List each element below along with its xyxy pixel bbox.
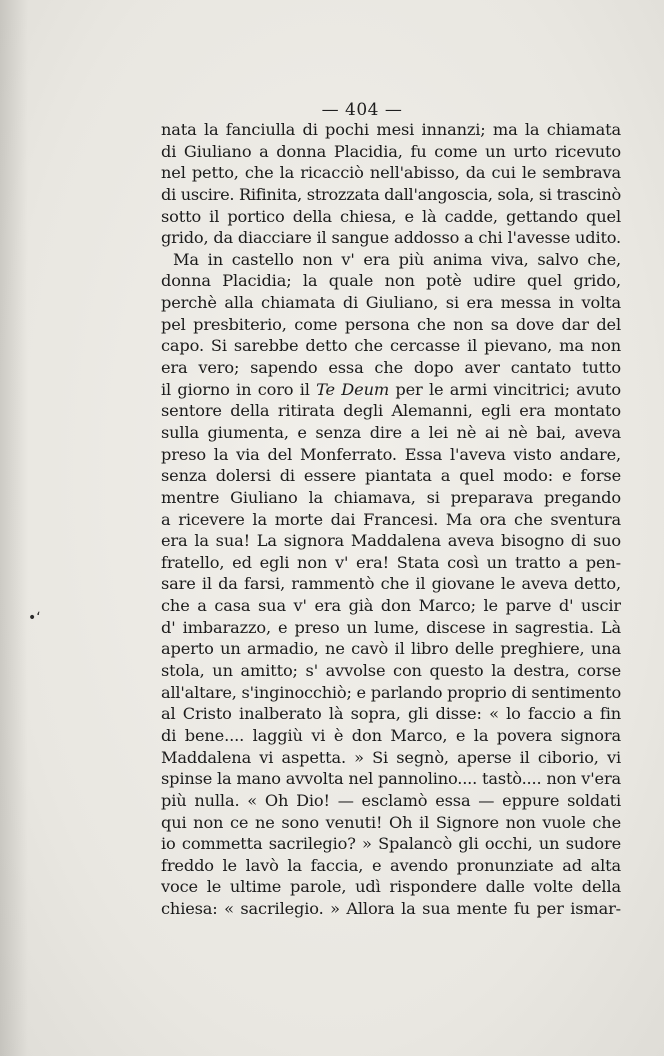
gutter-shadow — [0, 0, 28, 1056]
page-number: — 404 — — [321, 100, 403, 120]
text-line: di Giuliano a donna Placidia, fu come un urto ricevuto — [161, 141, 621, 161]
text-line: perchè alla chiamata di Giuliano, si era messa in volta — [161, 293, 621, 313]
text-line: chiesa: « sacrilegio. » Allora la sua mente fu per ismar- — [161, 899, 621, 919]
text-line: qui non ce ne sono venuti! Oh il Signore non vuole che — [161, 812, 621, 832]
text-line: d' imbarazzo, e preso un lume, discese in sagrestia. Là — [161, 617, 621, 637]
text-line: al Cristo inalberato là sopra, gli disse: « lo faccio a fin — [161, 704, 621, 724]
text-line: all'altare, s'inginocchiò; e parlando proprio di sentimento — [161, 682, 621, 702]
text-line: donna Placidia; la quale non potè udire quel grido, — [161, 271, 621, 291]
text-line: io commetta sacrilegio? » Spalancò gli occhi, un sudore — [161, 834, 621, 854]
text-line: spinse la mano avvolta nel pannolino.... tastò.... non v'era — [161, 769, 621, 789]
text-line: era la sua! La signora Maddalena aveva bisogno di suo — [161, 531, 621, 551]
text-line: fratello, ed egli non v' era! Stata così un tratto a pen- — [161, 552, 621, 572]
text-line: freddo le lavò la faccia, e avendo pronunziate ad alta — [161, 855, 621, 875]
text-line: Maddalena vi aspetta. » Si segnò, aperse il ciborio, vi — [161, 747, 621, 767]
text-line: grido, da diacciare il sangue addosso a chi l'avesse udito. — [161, 228, 621, 248]
text-line: di uscire. Rifinita, strozzata dall'angoscia, sola, si trascinò — [161, 184, 621, 204]
text-line: sentore della ritirata degli Alemanni, egli era montato — [161, 401, 621, 421]
text-line: di bene.... laggiù vi è don Marco, e la povera signora — [161, 725, 621, 745]
text-line: più nulla. « Oh Dio! — esclamò essa — eppure soldati — [161, 790, 621, 810]
text-line: senza dolersi di essere piantata a quel modo: e forse — [161, 466, 621, 486]
text-line: stola, un amitto; s' avvolse con questo la destra, corse — [161, 661, 621, 681]
ink-specks: •ʻ — [28, 610, 41, 626]
text-line: voce le ultime parole, udì rispondere dalle volte della — [161, 877, 621, 897]
text-line: a ricevere la morte dai Francesi. Ma ora che sventura — [161, 509, 621, 529]
italic-title: Te Deum — [316, 379, 390, 399]
text-line: pel presbiterio, come persona che non sa dove dar del — [161, 314, 621, 334]
text-line: il giorno in coro il Te Deum per le armi vincitrici; avuto — [161, 379, 621, 399]
text-line: mentre Giuliano la chiamava, si preparava pregando — [161, 487, 621, 507]
text-line: nel petto, che la ricacciò nell'abisso, da cui le sembrava — [161, 163, 621, 183]
text-line: sare il da farsi, rammentò che il giovane le aveva detto, — [161, 574, 621, 594]
text-line: sulla giumenta, e senza dire a lei nè ai nè bai, aveva — [161, 422, 621, 442]
text-line: che a casa sua v' era già don Marco; le parve d' uscir — [161, 596, 621, 616]
text-line: capo. Si sarebbe detto che cercasse il pievano, ma non — [161, 336, 621, 356]
text-line: preso la via del Monferrato. Essa l'aveva visto andare, — [161, 444, 621, 464]
text-line: sotto il portico della chiesa, e là cadde, gettando quel — [161, 206, 621, 226]
text-line: era vero; sapendo essa che dopo aver cantato tutto — [161, 358, 621, 378]
text-line: nata la fanciulla di pochi mesi innanzi; ma la chiamata — [161, 120, 621, 139]
body-text — [161, 119, 621, 920]
text-line: Ma in castello non v' era più anima viva, salvo che, — [173, 249, 621, 269]
text-line: aperto un armadio, ne cavò il libro delle preghiere, una — [161, 639, 621, 659]
